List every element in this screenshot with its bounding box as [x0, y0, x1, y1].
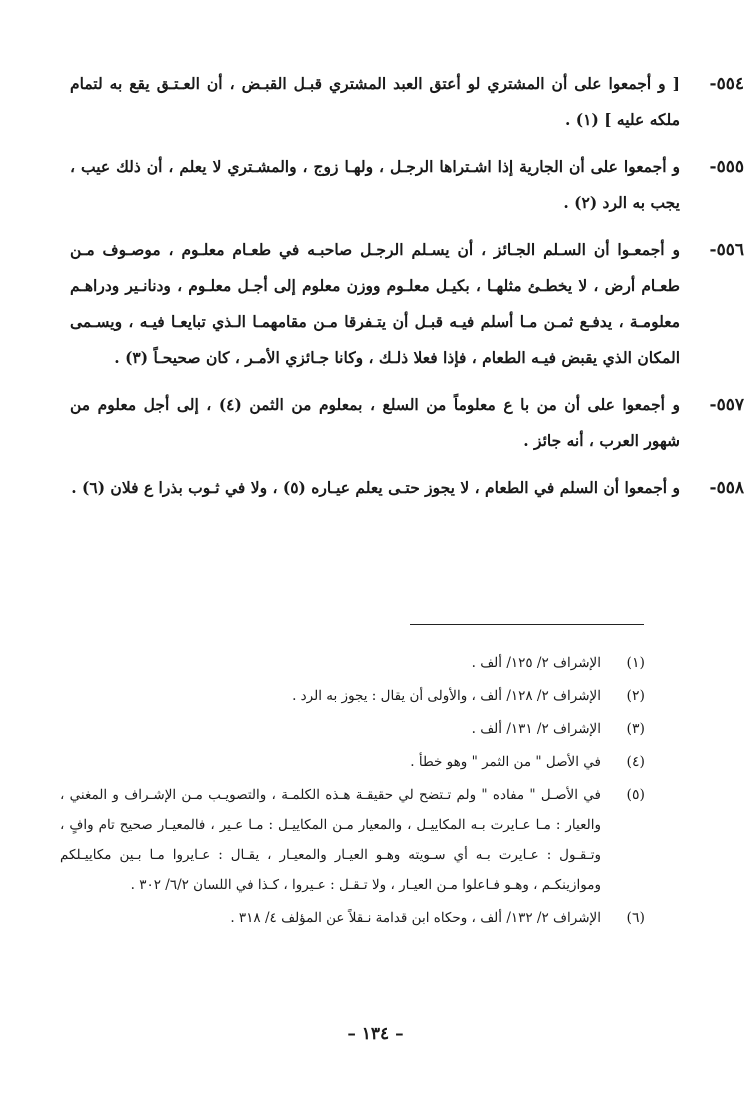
footnote-text: الإشراف ٢/ ١٣١/ ألف . — [471, 721, 601, 737]
footnote-3 — [60, 714, 645, 744]
entry-554 — [70, 66, 744, 138]
entry-number: ٥٥٧- — [709, 395, 744, 415]
entry-number: ٥٥٥- — [709, 157, 744, 177]
entry-text: [ و أجمعوا على أن المشتري لو أعتق العبد المشتري قبـل القبـض ، أن العـتـق يقع به لتمام ملكه عليه ] (١) . — [70, 74, 680, 129]
footnote-2 — [60, 681, 645, 711]
footnote-text: الإشراف ٢/ ١٣٢/ ألف ، وحكاه ابن قدامة نـقلاً عن المؤلف ٤/ ٣١٨ . — [230, 910, 601, 926]
footnote-5 — [60, 780, 645, 900]
footnote-number: (٣) — [626, 721, 645, 737]
footnote-number: (١) — [626, 655, 645, 671]
footnote-text: في الأصل " من الثمر " وهو خطأ . — [410, 754, 601, 770]
entry-text: و أجمعوا على أن من با ع معلوماً من السلع ، بمعلوم من الثمن (٤) ، إلى أجل معلوم من شهور العرب ، أنه جائز . — [70, 395, 680, 450]
entry-text: و أجمعـوا أن السـلم الجـائز ، أن يسـلم الرجـل صاحبـه في طعـام معلـوم ، موصـوف مـن طعـام أرض ، لا يخطـئ مثلهـا ، بكيـل معلـوم ووزن معلوم إلى أجـل معلـوم ، ودنانـير ودراهـم معلومـة ، يدفـع ثمـن مـا أسلم فيـه قبـل أن يتـفرقا مـن مقامهمـا الـذي تبايعـا فيـه ، ويسـمى المكان الذي يقبض فيـه الطعام ، فإذا فعلا ذلـك ، وكانا جـائزي الأمـر ، كان صحيحـاً (٣) . — [70, 240, 680, 367]
footnote-6 — [60, 903, 645, 933]
footnote-text: الإشراف ٢/ ١٢٥/ ألف . — [471, 655, 601, 671]
footnote-1 — [60, 648, 645, 678]
entry-number: ٥٥٨- — [709, 478, 744, 498]
entry-number: ٥٥٦- — [709, 240, 744, 260]
footnote-number: (٢) — [626, 688, 645, 704]
footnote-4 — [60, 747, 645, 777]
entries-list — [70, 66, 744, 517]
footnote-text: في الأصـل " مفاده " ولم تـتضح لي حقيقـة هـذه الكلمـة ، والتصويـب مـن الإشـراف و المغني ، والعيار : مـا عـايرت بـه المكاييـل ، والمعيار مـن المكاييـل : مـا عـير ، فالمعيـار صحيح تام وافٍ ، وتـقـول : عـايرت بـه أي سـويته وهـو العيـار والمعيـار ، يقـال : عـايروا مـا بـين مكاييـلكم وموازينكـم ، وهـو فـاعلوا مـن العيـار ، ولا تـقـل : عـيروا ، كـذا في اللسان ٦/٢/ ٣٠٢ . — [60, 787, 601, 893]
entry-557 — [70, 387, 744, 459]
footnote-divider — [410, 624, 644, 625]
footnote-number: (٤) — [626, 754, 645, 770]
entry-556 — [70, 232, 744, 376]
entry-number: ٥٥٤- — [709, 74, 744, 94]
footnotes-list — [60, 648, 645, 936]
footnote-text: الإشراف ٢/ ١٢٨/ ألف ، والأولى أن يقال : يجوز به الرد . — [292, 688, 601, 704]
footnote-number: (٦) — [626, 910, 645, 926]
entry-555 — [70, 149, 744, 221]
footnote-number: (٥) — [626, 787, 645, 803]
page-number: – ١٣٤ – — [347, 1024, 404, 1044]
entry-558 — [70, 470, 744, 506]
entry-text: و أجمعوا أن السلم في الطعام ، لا يجوز حتـى يعلم عيـاره (٥) ، ولا في ثـوب بذرا ع فلان (٦) . — [71, 478, 680, 497]
entry-text: و أجمعوا على أن الجارية إذا اشـتراها الرجـل ، ولهـا زوج ، والمشـتري لا يعلم ، أن ذلك عيب ، يجب به الرد (٢) . — [70, 157, 680, 212]
